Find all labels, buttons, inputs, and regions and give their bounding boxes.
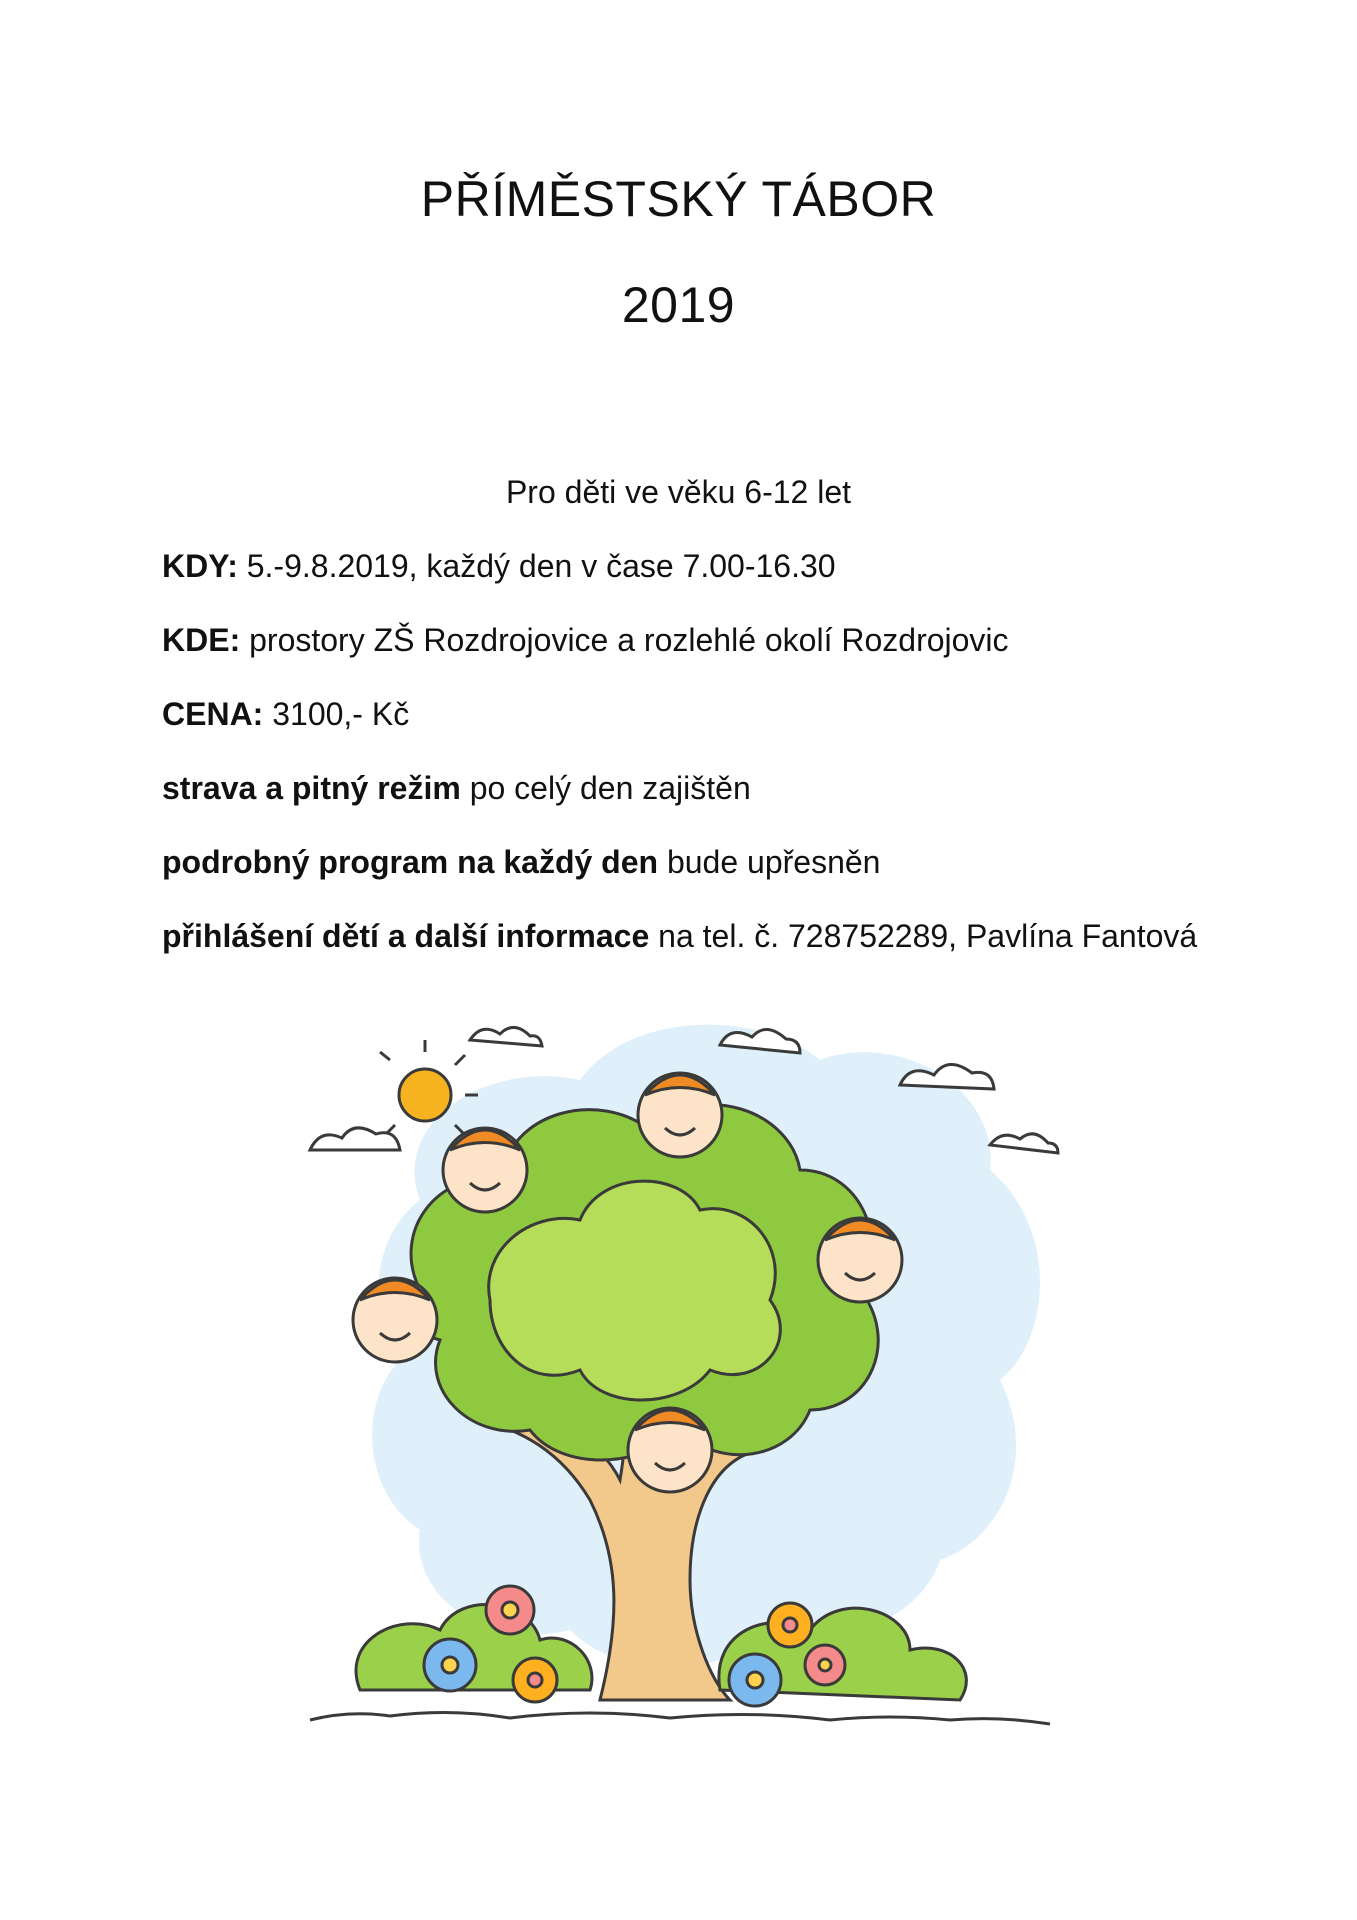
detail-label: CENA:: [162, 696, 264, 732]
ground-line: [310, 1712, 1050, 1724]
age-info: Pro děti ve věku 6-12 let: [505, 474, 852, 510]
detail-price: [162, 696, 409, 733]
detail-where: [162, 622, 1009, 659]
detail-value: prostory ZŠ Rozdrojovice a rozlehlé okolí Rozdrojovic: [240, 622, 1009, 658]
detail-label: KDY:: [162, 548, 238, 584]
detail-value: na tel. č. 728752289, Pavlína Fantová: [649, 918, 1198, 954]
page-year: 2019: [621, 277, 736, 333]
detail-label: přihlášení dětí a další informace: [162, 918, 650, 954]
page-title: PŘÍMĚSTSKÝ TÁBOR: [420, 171, 937, 227]
detail-label: podrobný program na každý den: [162, 844, 659, 880]
detail-value: bude upřesněn: [658, 844, 881, 880]
detail-food: [162, 770, 751, 807]
detail-program: [162, 844, 880, 881]
detail-value: 3100,- Kč: [263, 696, 410, 732]
detail-when: [162, 548, 836, 585]
detail-contact: [162, 918, 1197, 955]
tree-with-children-illustration: [300, 1000, 1080, 1760]
detail-value: 5.-9.8.2019, každý den v čase 7.00-16.30: [237, 548, 836, 584]
detail-label: strava a pitný režim: [162, 770, 461, 806]
detail-value: po celý den zajištěn: [460, 770, 751, 806]
detail-label: KDE:: [162, 622, 241, 658]
